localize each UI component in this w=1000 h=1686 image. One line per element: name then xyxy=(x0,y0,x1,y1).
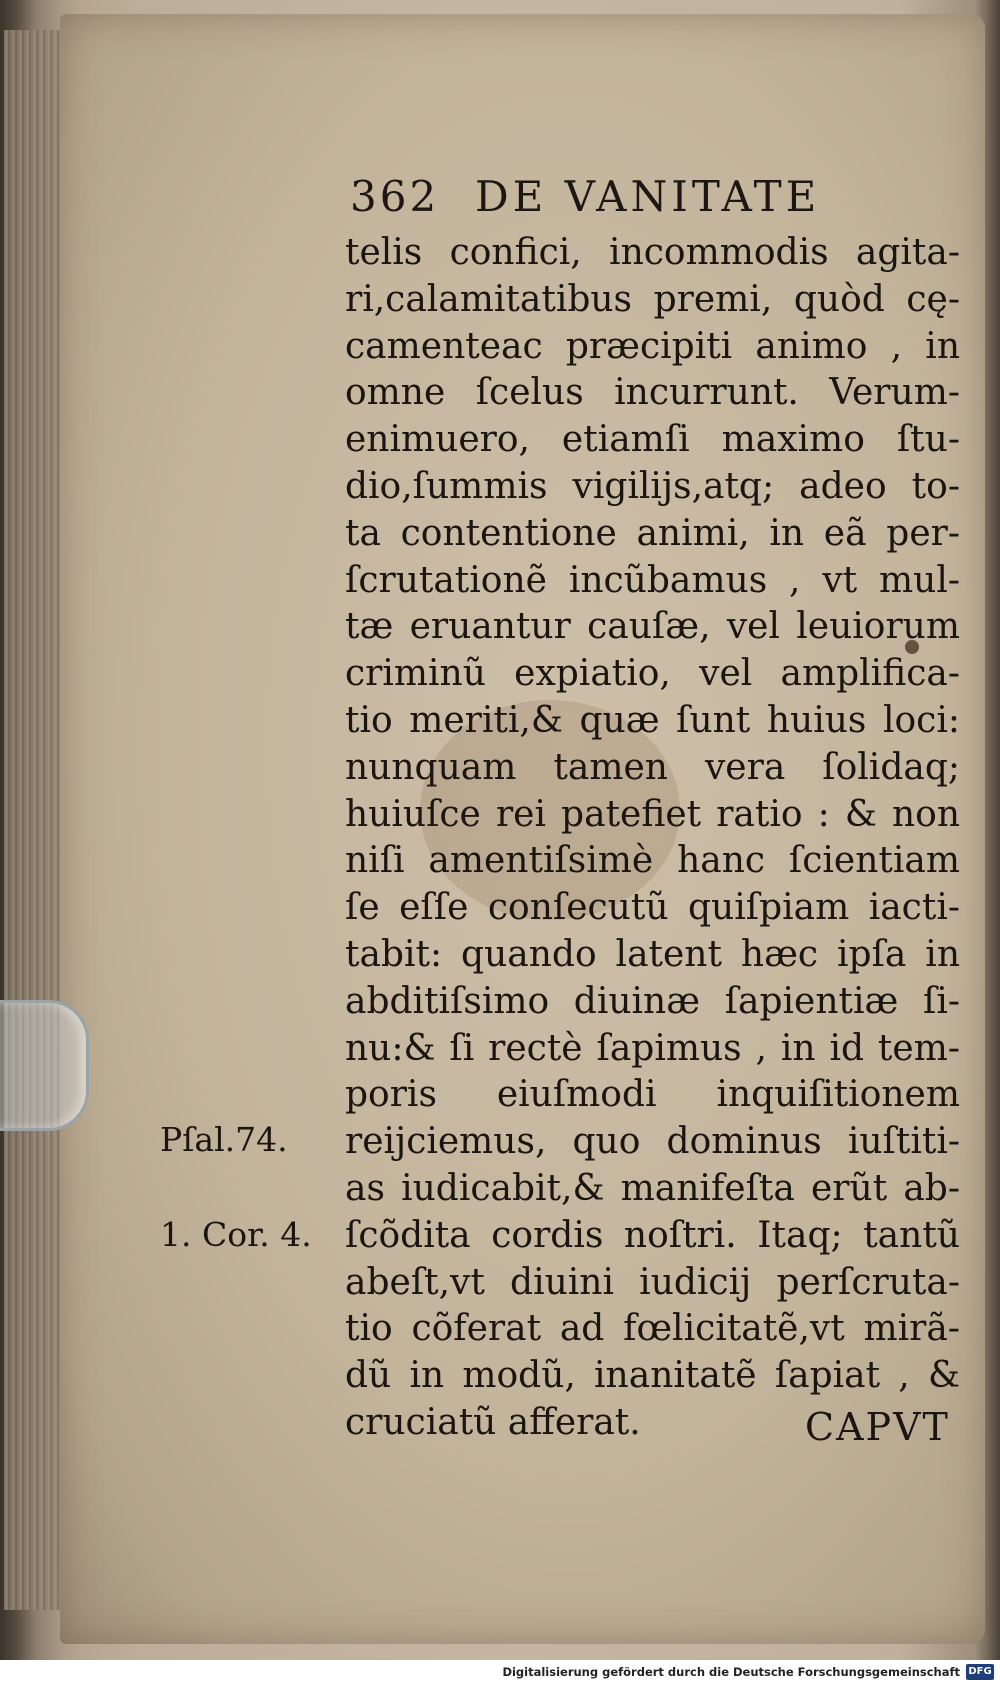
text-line: enimuero, etiamſi maximo ſtu- xyxy=(345,419,960,461)
text-line: ri,calamitatibus premi, quòd cę- xyxy=(345,278,960,320)
text-line: reijciemus, quo dominus iuſtiti- xyxy=(345,1121,960,1163)
page-number: 362 xyxy=(350,172,440,221)
text-line: omne ſcelus incurrunt. Verum- xyxy=(345,372,960,414)
text-line: ſcrutationẽ incũbamus , vt mul- xyxy=(345,559,960,601)
running-title: DE VANITATE xyxy=(475,172,821,221)
margin-note-psalm: Pſal.74. xyxy=(160,1120,288,1159)
text-line: poris eiuſmodi inquiſitionem xyxy=(345,1074,960,1116)
text-line: niſi amentiſsimè hanc ſcientiam xyxy=(345,840,960,882)
text-line: ta contentione animi, in eã per- xyxy=(345,512,960,554)
text-line: criminũ expiatio, vel amplifica- xyxy=(345,653,960,695)
text-line: ſcõdita cordis noſtri. Itaq; tantũ xyxy=(345,1214,960,1256)
margin-note-corinthians: 1. Cor. 4. xyxy=(160,1215,312,1254)
dfg-logo-icon: DFG xyxy=(966,1664,994,1680)
page-edges xyxy=(4,30,64,1610)
catchword: CAPVT xyxy=(805,1405,950,1449)
text-line: tio cõferat ad fœlicitatẽ,vt mirã- xyxy=(345,1308,960,1350)
text-line: cruciatũ afferat. xyxy=(345,1401,641,1443)
text-line: tio meriti,& quæ ſunt huius loci: xyxy=(345,699,960,741)
text-line: tæ eruantur cauſæ, vel leuiorum xyxy=(345,606,960,648)
text-line: abditiſsimo diuinæ ſapientiæ ſi- xyxy=(345,980,960,1022)
text-line: nunquam tamen vera ſolidaq; xyxy=(345,746,960,788)
footer-credit: Digitalisierung gefördert durch die Deutsche Forschungsgemeinschaft xyxy=(502,1665,960,1679)
book-clip xyxy=(0,1000,89,1131)
text-line: dũ in modũ, inanitatẽ ſapiat , & xyxy=(345,1355,960,1397)
body-text xyxy=(345,230,960,1447)
text-line: dio,ſummis vigilijs,atq; adeo to- xyxy=(345,465,960,507)
text-line: nu:& ſi rectè ſapimus , in id tem- xyxy=(345,1027,960,1069)
text-line: as iudicabit,& manifeſta erũt ab- xyxy=(345,1167,960,1209)
text-line: camenteac præcipiti animo , in xyxy=(345,325,960,367)
running-header xyxy=(350,172,880,232)
text-line: telis confici, incommodis agita- xyxy=(345,232,960,273)
text-line: huiuſce rei patefiet ratio : & non xyxy=(345,793,960,835)
text-line: tabit: quando latent hæc ipſa in xyxy=(345,933,960,975)
text-line: abeſt,vt diuini iudicij perſcruta- xyxy=(345,1261,960,1303)
text-line: ſe eſſe conſecutũ quiſpiam iacti- xyxy=(345,887,960,929)
footer-bar xyxy=(0,1660,1000,1686)
